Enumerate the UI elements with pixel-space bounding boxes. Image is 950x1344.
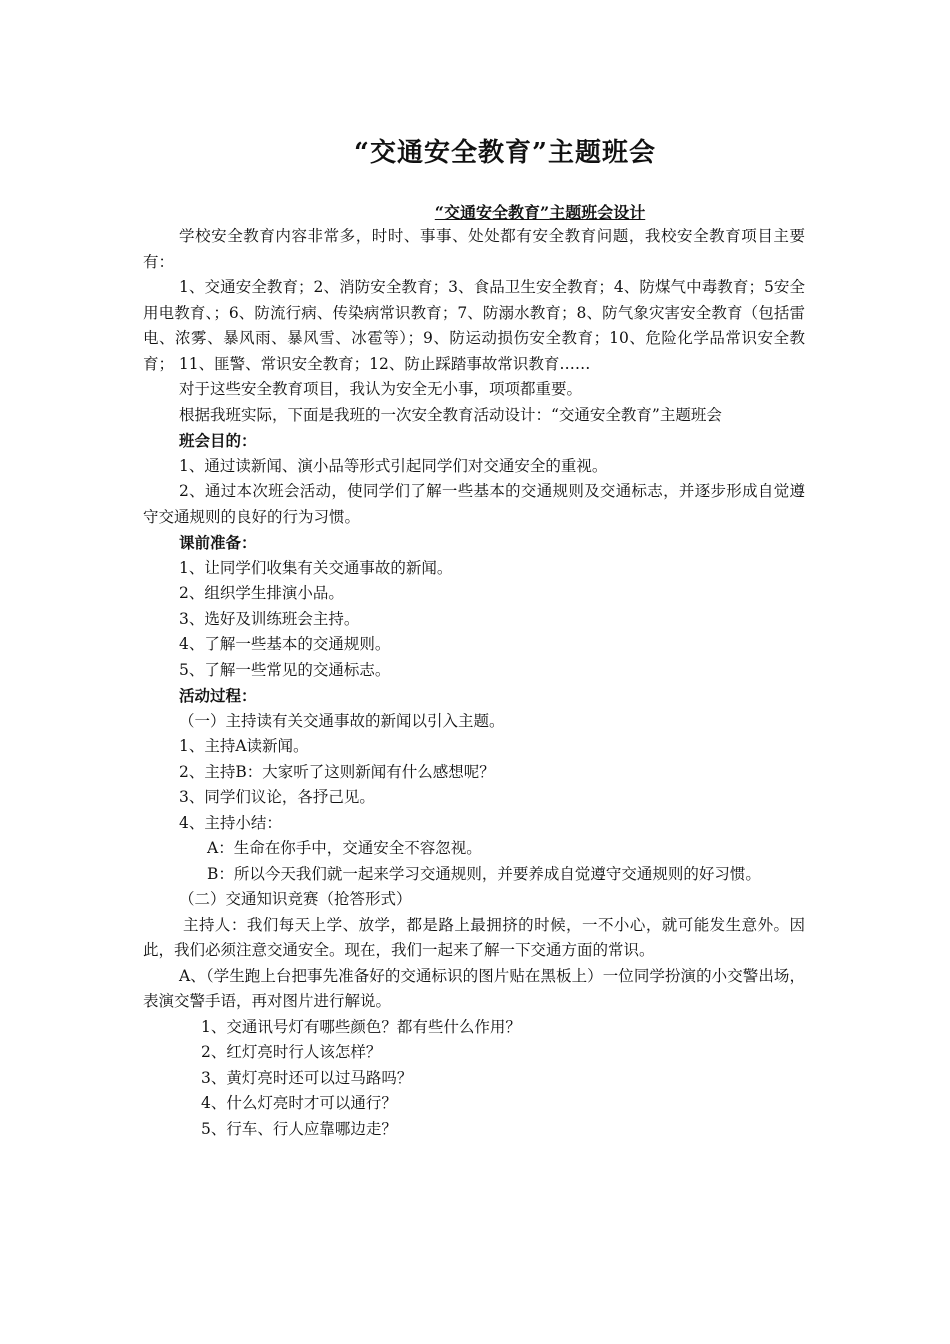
question-item: 4、什么灯亮时才可以通行？ bbox=[201, 1094, 397, 1112]
paragraph-intro: 学校安全教育内容非常多，时时、事事、处处都有安全教育问题，我校安全教育项目主要有： bbox=[143, 227, 805, 271]
list-item: 4、主持小结： bbox=[179, 813, 282, 832]
question-item: 3、黄灯亮时还可以过马路吗？ bbox=[201, 1068, 413, 1087]
section-heading: （二）交通知识竞赛（抢答形式） bbox=[179, 890, 412, 908]
paragraph: 1、通过读新闻、演小品等形式引起同学们对交通安全的重视。 bbox=[179, 456, 608, 475]
subtitle-underlined: “交通安全教育” bbox=[434, 203, 550, 222]
list-item: 2、组织学生排演小品。 bbox=[179, 584, 344, 602]
dialogue-line: B：所以今天我们就一起来学习交通规则，并要养成自觉遵守交通规则的好习惯。 bbox=[207, 864, 761, 883]
list-item: 2、主持B：大家听了这则新闻有什么感想呢？ bbox=[179, 762, 495, 781]
list-item: 5、了解一些常见的交通标志。 bbox=[179, 660, 391, 679]
document-body bbox=[143, 224, 805, 1142]
heading-process: 活动过程： bbox=[179, 686, 257, 705]
paragraph: 2、通过本次班会活动，使同学们了解一些基本的交通规则及交通标志，并逐步形成自觉遵守交通规则的良好的行为习惯。 bbox=[143, 482, 805, 526]
question-item: 1、交通讯号灯有哪些颜色？都有些什么作用？ bbox=[201, 1017, 521, 1036]
paragraph: 根据我班实际，下面是我班的一次安全教育活动设计：“交通安全教育”主题班会 bbox=[179, 405, 722, 424]
list-item: 1、主持A读新闻。 bbox=[179, 737, 309, 755]
list-item: 4、了解一些基本的交通规则。 bbox=[179, 635, 391, 653]
heading-preparation: 课前准备： bbox=[179, 533, 257, 552]
paragraph: 对于这些安全教育项目，我认为安全无小事，项项都重要。 bbox=[179, 380, 583, 398]
heading-purpose: 班会目的： bbox=[179, 431, 257, 450]
paragraph-list: 1、交通安全教育；2、消防安全教育；3、食品卫生安全教育；4、防煤气中毒教育；5安全用电教育、；6、防流行病、传染病常识教育；7、防溺水教育；8、防气象灾害安全教育（包括雷电、浓雾、暴风雨、暴风雪、冰雹等）；9、防运动损伤安全教育；10、危险化学品常识安全教育； 11、匪警、常识安全教育；12、防止踩踏事故常识教育…… bbox=[143, 278, 805, 373]
list-item: 3、同学们议论，各抒己见。 bbox=[179, 788, 375, 806]
question-item: 5、行车、行人应靠哪边走？ bbox=[201, 1119, 397, 1138]
paragraph: 主持人：我们每天上学、放学，都是路上最拥挤的时候，一不小心，就可能发生意外。因此，我们必须注意交通安全。现在，我们一起来了解一下交通方面的常识。 bbox=[143, 915, 805, 959]
subtitle-rest: 主题班会设计 bbox=[549, 203, 646, 222]
dialogue-line: A：生命在你手中，交通安全不容忽视。 bbox=[207, 839, 482, 857]
question-item: 2、红灯亮时行人该怎样？ bbox=[201, 1043, 382, 1061]
list-item: 1、让同学们收集有关交通事故的新闻。 bbox=[179, 558, 453, 577]
section-heading: （一）主持读有关交通事故的新闻以引入主题。 bbox=[179, 711, 505, 730]
paragraph: A、（学生跑上台把事先准备好的交通标识的图片贴在黑板上）一位同学扮演的小交警出场，表演交警手语，再对图片进行解说。 bbox=[143, 966, 805, 1010]
document-title: “交通安全教育”主题班会 bbox=[354, 138, 656, 168]
list-item: 3、选好及训练班会主持。 bbox=[179, 609, 360, 628]
document-subtitle bbox=[0, 200, 950, 223]
